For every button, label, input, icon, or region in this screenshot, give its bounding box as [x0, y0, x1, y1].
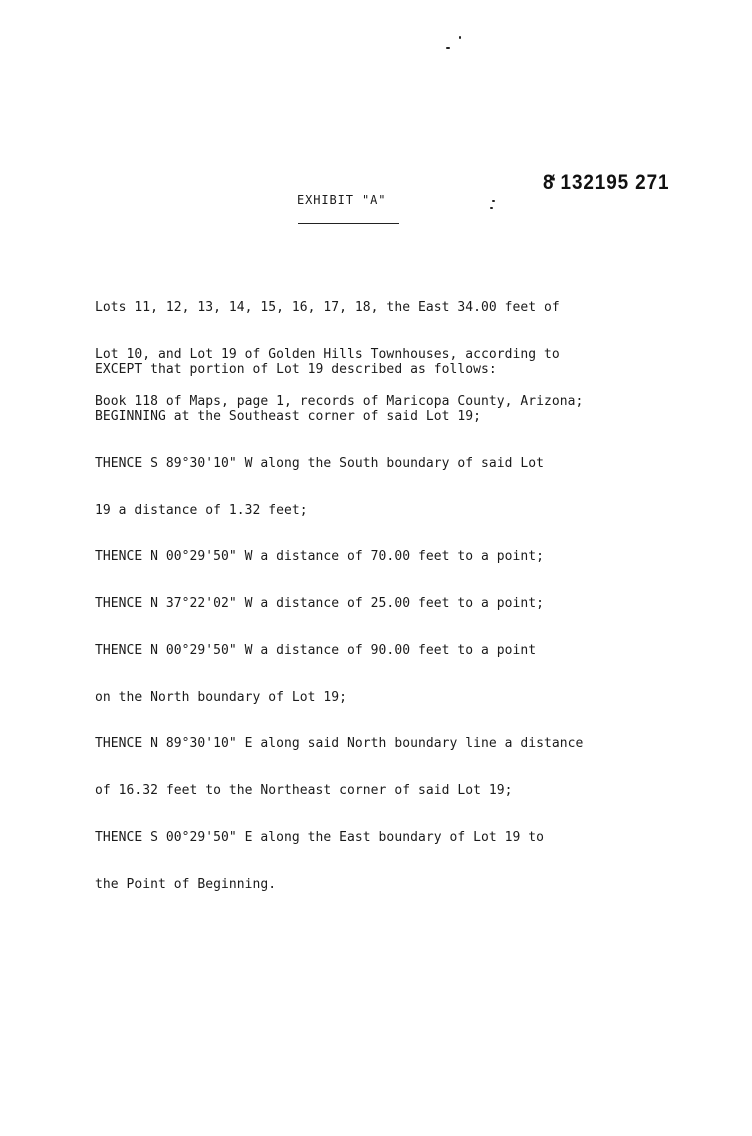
recording-number-stamp: 8̒ 132195 271: [543, 171, 670, 194]
text-line: THENCE N 37°22'02" W a distance of 25.00 feet to a point;: [95, 596, 544, 612]
text-line: THENCE S 89°30'10" W along the South boundary of said Lot: [95, 455, 544, 471]
text-line: EXCEPT that portion of Lot 19 described as follows:: [95, 362, 497, 378]
exhibit-title: EXHIBIT "A": [297, 193, 387, 207]
scan-speck: [492, 200, 495, 202]
text-line: THENCE N 00°29'50" W a distance of 90.00 feet to a point: [95, 642, 537, 658]
text-line: Lot 10, and Lot 19 of Golden Hills Townhouses, according to: [95, 346, 560, 362]
title-underline: [298, 223, 399, 224]
text-line: Lots 11, 12, 13, 14, 15, 16, 17, 18, the East 34.00 feet of: [95, 300, 560, 316]
text-line: on the North boundary of Lot 19;: [95, 689, 348, 705]
text-line: THENCE S 00°29'50" E along the East boundary of Lot 19 to: [95, 830, 544, 845]
text-line: THENCE N 00°29'50" W a distance of 70.00 feet to a point;: [95, 549, 544, 565]
text-line: of 16.32 feet to the Northeast corner of said Lot 19;: [95, 783, 513, 799]
text-line: 19 a distance of 1.32 feet;: [95, 502, 308, 518]
text-line: THENCE N 89°30'10" E along said North boundary line a distance: [95, 736, 584, 752]
scan-speck: [459, 36, 461, 39]
scan-speck: [446, 47, 450, 49]
scan-speck: [490, 207, 493, 209]
text-line: BEGINNING at the Southeast corner of said Lot 19;: [95, 408, 481, 424]
exception-paragraph: [95, 331, 583, 924]
text-line: Book 118 of Maps, page 1, records of Maricopa County, Arizona;: [95, 393, 584, 409]
text-line: the Point of Beginning.: [95, 876, 277, 892]
